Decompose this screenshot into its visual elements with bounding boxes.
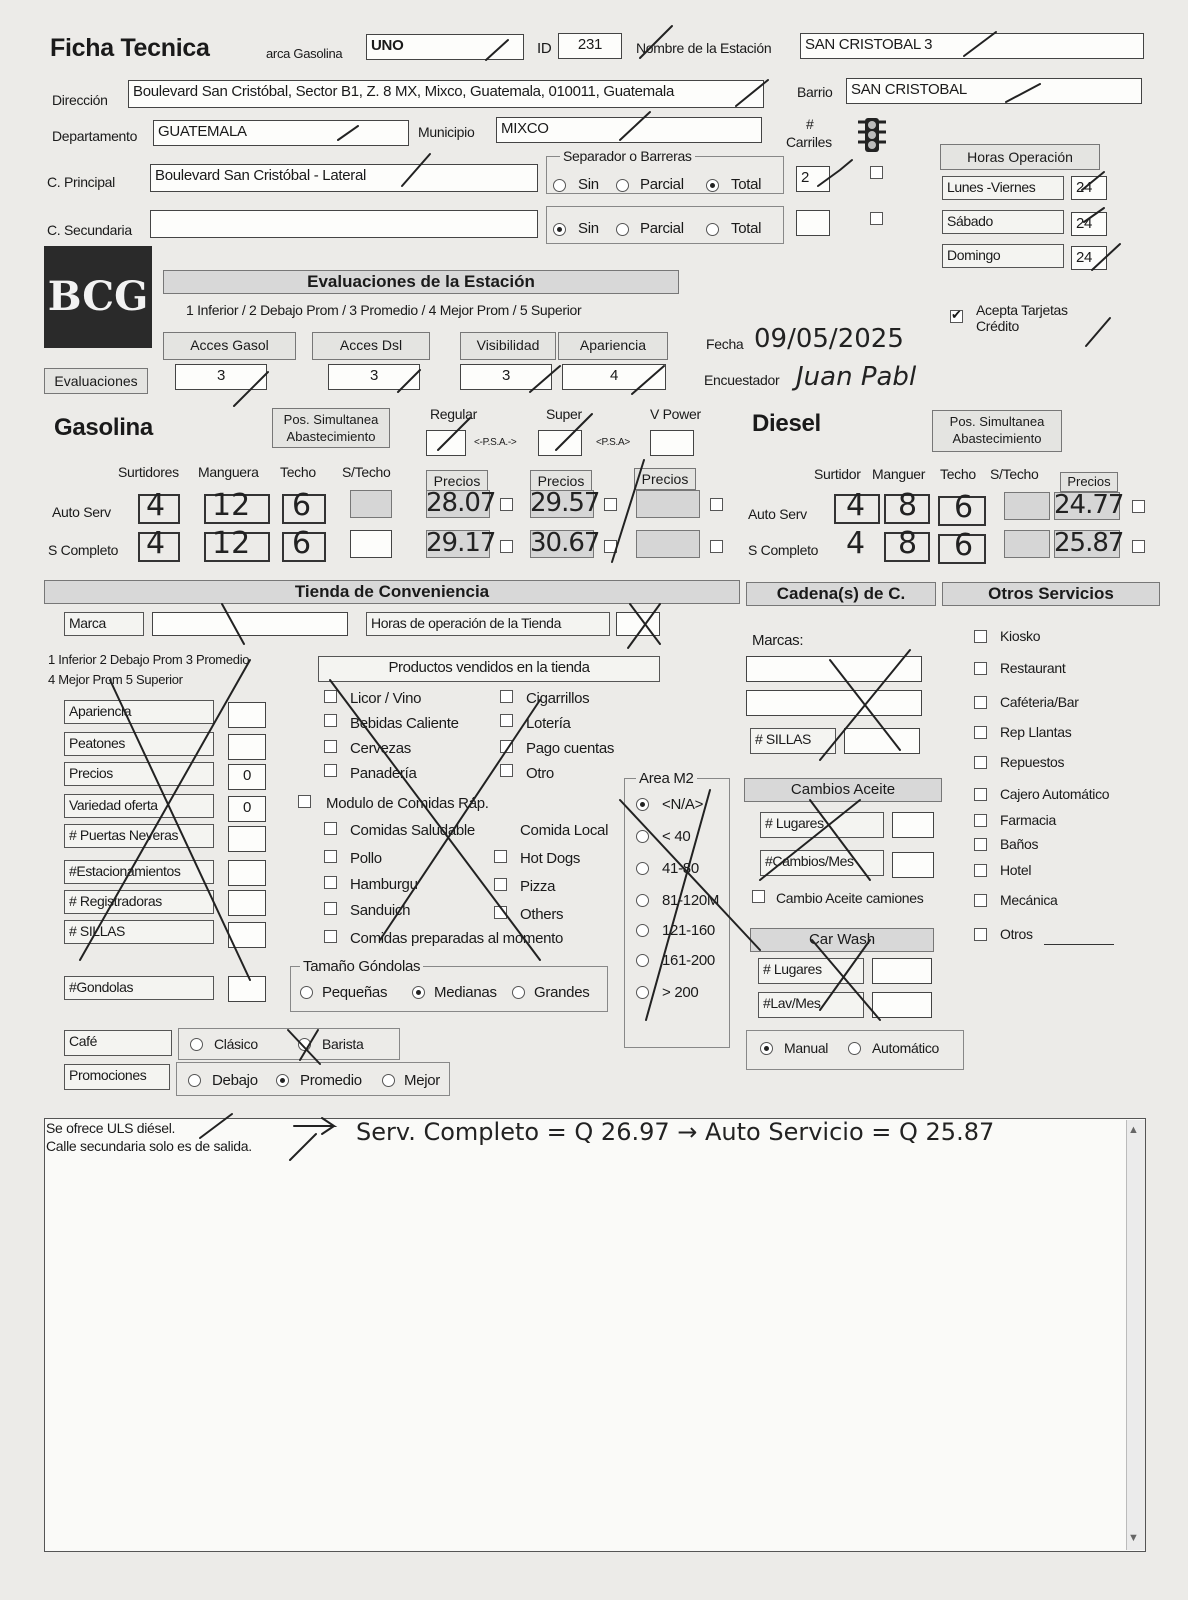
col-techo: Techo	[280, 464, 316, 480]
col-surtidores: Surtidores	[118, 464, 179, 480]
barrio-field[interactable]: SAN CRISTOBAL	[846, 78, 1142, 104]
s-completo-label: S Completo	[48, 542, 119, 558]
producto-otro-label: Otro	[526, 765, 554, 782]
comida-hamburgu-label: Hamburgu	[350, 876, 418, 893]
gondolas-legend: Tamaño Góndolas	[300, 958, 423, 975]
departamento-field[interactable]: GUATEMALA	[153, 120, 409, 146]
diesel-s-completo-manguer[interactable]: 8	[898, 526, 918, 561]
servicio-kiosko-label: Kiosko	[1000, 628, 1041, 644]
s-completo-manguera[interactable]: 12	[212, 526, 251, 561]
cambios-mes-label: #Cambios/Mes	[760, 850, 884, 876]
scroll-down-icon[interactable]: ▼	[1128, 1532, 1139, 1544]
diesel-col-surtidor: Surtidor	[814, 466, 861, 482]
horas-lunes-field[interactable]: 24	[1071, 176, 1107, 200]
psa-label-1: <-P.S.A.->	[474, 437, 517, 448]
comidas-preparadas-label: Comidas preparadas al momento	[350, 930, 564, 947]
diesel-s-completo-surtidor[interactable]: 4	[846, 526, 866, 561]
servicio-otros-label: Otros	[1000, 926, 1033, 942]
s-completo-surtidores[interactable]: 4	[146, 526, 166, 561]
col-stecho: S/Techo	[342, 464, 391, 480]
area-na-label: <N/A>	[662, 796, 704, 813]
servicio-farmacia-label: Farmacia	[1000, 812, 1056, 828]
area-legend: Area M2	[636, 770, 697, 787]
bcg-logo: BCG	[44, 246, 152, 348]
comida-hotdogs-label: Hot Dogs	[520, 850, 581, 867]
municipio-field[interactable]: MIXCO	[496, 117, 762, 143]
tienda-title: Tienda de Conveniencia	[44, 580, 740, 604]
credito-label: Crédito	[976, 318, 1020, 334]
cadena-title: Cadena(s) de C.	[746, 582, 936, 606]
separador2-total-label: Total	[731, 220, 762, 237]
servicio-hotel-label: Hotel	[1000, 862, 1032, 878]
diesel-precios-button[interactable]: Precios	[1060, 472, 1118, 492]
s-completo-techo[interactable]: 6	[292, 526, 312, 561]
direccion-field[interactable]: Boulevard San Cristóbal, Sector B1, Z. 8 MX, Mixco, Guatemala, 010011, Guatemala	[128, 80, 764, 108]
area-40-label: < 40	[662, 828, 691, 845]
carwash-manual-label: Manual	[784, 1040, 829, 1056]
departamento-label: Departamento	[52, 128, 138, 144]
diesel-auto-serv-price[interactable]: 24.77	[1054, 490, 1124, 520]
auto-serv-super-price[interactable]: 29.57	[530, 488, 600, 518]
servicio-cafeteria-label: Caféteria/Bar	[1000, 694, 1079, 710]
tienda-scale-1: 1 Inferior 2 Debajo Prom 3 Promedio	[48, 652, 250, 667]
diesel-s-completo-price[interactable]: 25.87	[1054, 528, 1124, 558]
servicio-banos-label: Baños	[1000, 836, 1039, 852]
comida-sanduich-label: Sanduich	[350, 902, 411, 919]
evaluaciones-scale: 1 Inferior / 2 Debajo Prom / 3 Promedio / 4 Mejor Prom / 5 Superior	[186, 302, 582, 318]
notes-line-1: Se ofrece ULS diésel.	[46, 1120, 176, 1136]
apariencia-button[interactable]: Apariencia	[558, 332, 668, 360]
modulo-comidas-label: Modulo de Comidas Ráp.	[326, 795, 489, 812]
carriles-label-hash: #	[806, 116, 814, 132]
page-title: Ficha Tecnica	[50, 34, 210, 62]
diesel-abastecimiento-label: Abastecimiento	[952, 431, 1042, 446]
visibilidad-field[interactable]: 3	[460, 364, 552, 390]
carriles-label: Carriles	[786, 134, 832, 150]
super-label: Super	[546, 406, 582, 422]
direccion-label: Dirección	[52, 92, 108, 108]
gasolina-abastecimiento-label: Abastecimiento	[286, 429, 376, 444]
col-manguera: Manguera	[198, 464, 259, 480]
gasolina-title: Gasolina	[54, 414, 153, 441]
encuestador-value[interactable]: Juan Pabl	[796, 362, 917, 392]
producto-loteria-label: Lotería	[526, 715, 571, 732]
acces-gasol-field[interactable]: 3	[175, 364, 267, 390]
horas-sabado-field[interactable]: 24	[1071, 212, 1107, 236]
notes-handwritten: Serv. Completo = Q 26.97 → Auto Servicio = Q 25.87	[356, 1118, 995, 1146]
cambio-camiones-label: Cambio Aceite camiones	[776, 890, 924, 906]
s-completo-super-price[interactable]: 30.67	[530, 528, 600, 558]
diesel-s-completo-label: S Completo	[748, 542, 819, 558]
servicio-restaurant-label: Restaurant	[1000, 660, 1066, 676]
area-80-label: 41-80	[662, 860, 699, 877]
cadena-sillas-label: # SILLAS	[750, 728, 836, 754]
productos-title: Productos vendidos en la tienda	[318, 656, 660, 682]
separador2-parcial-label: Parcial	[640, 220, 684, 237]
diesel-col-techo: Techo	[940, 466, 976, 482]
c-principal-label: C. Principal	[47, 174, 115, 190]
cafe-clasico-label: Clásico	[214, 1036, 258, 1052]
cambios-aceite-title: Cambios Aceite	[744, 778, 942, 802]
separador-legend: Separador o Barreras	[560, 148, 695, 164]
servicio-mecanica-label: Mecánica	[1000, 892, 1058, 908]
comida-local-label: Comida Local	[520, 822, 609, 839]
rating-estacionamientos-label: #Estacionamientos	[64, 860, 214, 884]
promo-mejor-label: Mejor	[404, 1072, 441, 1089]
auto-serv-techo[interactable]: 6	[292, 488, 312, 523]
comida-others-label: Others	[520, 906, 564, 923]
carwash-title: Car Wash	[750, 928, 934, 952]
separador2-sin-label: Sin	[578, 220, 599, 237]
area-over200-label: > 200	[662, 984, 699, 1001]
promo-debajo-label: Debajo	[212, 1072, 258, 1089]
diesel-col-stecho: S/Techo	[990, 466, 1039, 482]
cadena-marcas-label: Marcas:	[752, 632, 804, 649]
rating-precios-field[interactable]: 0	[228, 764, 266, 790]
carwash-automatico-label: Automático	[872, 1040, 940, 1056]
area-200-label: 161-200	[662, 952, 715, 969]
horas-sabado-label: Sábado	[942, 210, 1064, 234]
precios-vpower-button[interactable]: Precios	[634, 468, 696, 490]
rating-registradoras-label: # Registradoras	[64, 890, 214, 914]
diesel-col-manguer: Manguer	[872, 466, 926, 482]
diesel-auto-serv-manguer[interactable]: 8	[898, 488, 918, 523]
tienda-horas-label: Horas de operación de la Tienda	[366, 612, 610, 636]
servicio-rep-llantas-label: Rep Llantas	[1000, 724, 1072, 740]
tienda-scale-2: 4 Mejor Prom 5 Superior	[48, 672, 183, 687]
diesel-s-completo-techo[interactable]: 6	[954, 528, 974, 563]
scroll-up-icon[interactable]: ▲	[1128, 1124, 1139, 1136]
auto-serv-label: Auto Serv	[52, 504, 111, 520]
marca-field[interactable]: UNO	[366, 34, 524, 60]
auto-serv-regular-price[interactable]: 28.07	[426, 488, 496, 518]
carwash-lugares-label: # Lugares	[758, 958, 864, 984]
rating-peatones-label: Peatones	[64, 732, 214, 756]
notes-line-2: Calle secundaria solo es de salida.	[46, 1138, 252, 1154]
producto-cervezas-label: Cervezas	[350, 740, 411, 757]
horas-operacion-button[interactable]: Horas Operación	[940, 144, 1100, 170]
cafe-label: Café	[64, 1030, 172, 1056]
promo-promedio-label: Promedio	[300, 1072, 362, 1089]
barrio-label: Barrio	[797, 84, 833, 100]
horas-lunes-label: Lunes -Viernes	[942, 176, 1064, 200]
rating-sillas-label: # SILLAS	[64, 920, 214, 944]
diesel-auto-serv-surtidor[interactable]: 4	[846, 488, 866, 523]
diesel-auto-serv-label: Auto Serv	[748, 506, 807, 522]
rating-variedad-label: Variedad oferta	[64, 794, 214, 818]
fecha-value[interactable]: 09/05/2025	[754, 324, 904, 354]
apariencia-field[interactable]: 4	[562, 364, 666, 390]
psa-label-2: <P.S.A>	[596, 437, 630, 448]
acces-dsl-button[interactable]: Acces Dsl	[312, 332, 430, 360]
c-secundaria-label: C. Secundaria	[47, 222, 132, 238]
promociones-label: Promociones	[64, 1064, 170, 1090]
gasolina-pos-simultanea-label: Pos. Simultanea	[283, 412, 379, 427]
precios-super-button[interactable]: Precios	[530, 470, 592, 492]
s-completo-regular-price[interactable]: 29.17	[426, 528, 496, 558]
diesel-title: Diesel	[752, 410, 821, 437]
horas-domingo-label: Domingo	[942, 244, 1064, 268]
comida-pollo-label: Pollo	[350, 850, 382, 867]
area-120-label: 81-120M	[662, 892, 720, 909]
producto-cigarrillos-label: Cigarrillos	[526, 690, 590, 707]
tienda-marca-label: Marca	[64, 612, 144, 636]
separador1-total-label: Total	[731, 176, 762, 193]
separador1-parcial-label: Parcial	[640, 176, 684, 193]
nombre-field[interactable]: SAN CRISTOBAL 3	[800, 33, 1144, 59]
cafe-barista-label: Barista	[322, 1036, 364, 1052]
servicio-cajero-label: Cajero Automático	[1000, 786, 1110, 802]
encuestador-label: Encuestador	[704, 372, 780, 388]
municipio-label: Municipio	[418, 124, 475, 140]
producto-pago-cuentas-label: Pago cuentas	[526, 740, 615, 757]
nombre-label: Nombre de la Estación	[636, 40, 772, 56]
precios-regular-button[interactable]: Precios	[426, 470, 488, 492]
rating-gondolas-label: #Gondolas	[64, 976, 214, 1000]
diesel-pos-simultanea-label: Pos. Simultanea	[949, 414, 1045, 429]
carwash-lav-label: #Lav/Mes	[758, 992, 864, 1018]
auto-serv-surtidores[interactable]: 4	[146, 488, 166, 523]
rating-precios-label: Precios	[64, 762, 214, 786]
gondola-medianas-label: Medianas	[434, 984, 497, 1001]
auto-serv-manguera[interactable]: 12	[212, 488, 251, 523]
c-principal-field[interactable]: Boulevard San Cristóbal - Lateral	[150, 164, 538, 192]
regular-label: Regular	[430, 406, 477, 422]
cambios-lugares-label: # Lugares	[760, 812, 884, 838]
producto-licor-label: Licor / Vino	[350, 690, 422, 707]
evaluaciones-title: Evaluaciones de la Estación	[163, 270, 679, 294]
gondola-pequenas-label: Pequeñas	[322, 984, 388, 1001]
otros-servicios-title: Otros Servicios	[942, 582, 1160, 606]
evaluaciones-button[interactable]: Evaluaciones	[44, 368, 148, 394]
horas-domingo-field[interactable]: 24	[1071, 246, 1107, 270]
diesel-auto-serv-techo[interactable]: 6	[954, 490, 974, 525]
vpower-label: V Power	[650, 406, 701, 422]
fecha-label: Fecha	[706, 336, 744, 352]
comidas-saludable-label: Comidas Saludable	[350, 822, 475, 839]
visibilidad-button[interactable]: Visibilidad	[460, 332, 556, 360]
comida-pizza-label: Pizza	[520, 878, 556, 895]
separador1-sin-label: Sin	[578, 176, 599, 193]
rating-variedad-field[interactable]: 0	[228, 796, 266, 822]
marca-label: arca Gasolina	[266, 46, 343, 61]
acepta-tarjetas-label: Acepta Tarjetas	[976, 302, 1068, 318]
id-field[interactable]: 231	[558, 33, 622, 59]
area-160-label: 121-160	[662, 922, 715, 939]
id-label: ID	[537, 40, 552, 57]
rating-puertas-label: # Puertas Neveras	[64, 824, 214, 848]
servicio-repuestos-label: Repuestos	[1000, 754, 1065, 770]
acces-dsl-field[interactable]: 3	[328, 364, 420, 390]
rating-apariencia-label: Apariencia	[64, 700, 214, 724]
producto-panaderia-label: Panadería	[350, 765, 417, 782]
producto-bebidas-label: Bebidas Caliente	[350, 715, 459, 732]
carriles-principal-field[interactable]: 2	[796, 166, 830, 192]
gondola-grandes-label: Grandes	[534, 984, 590, 1001]
acces-gasol-button[interactable]: Acces Gasol	[163, 332, 296, 360]
